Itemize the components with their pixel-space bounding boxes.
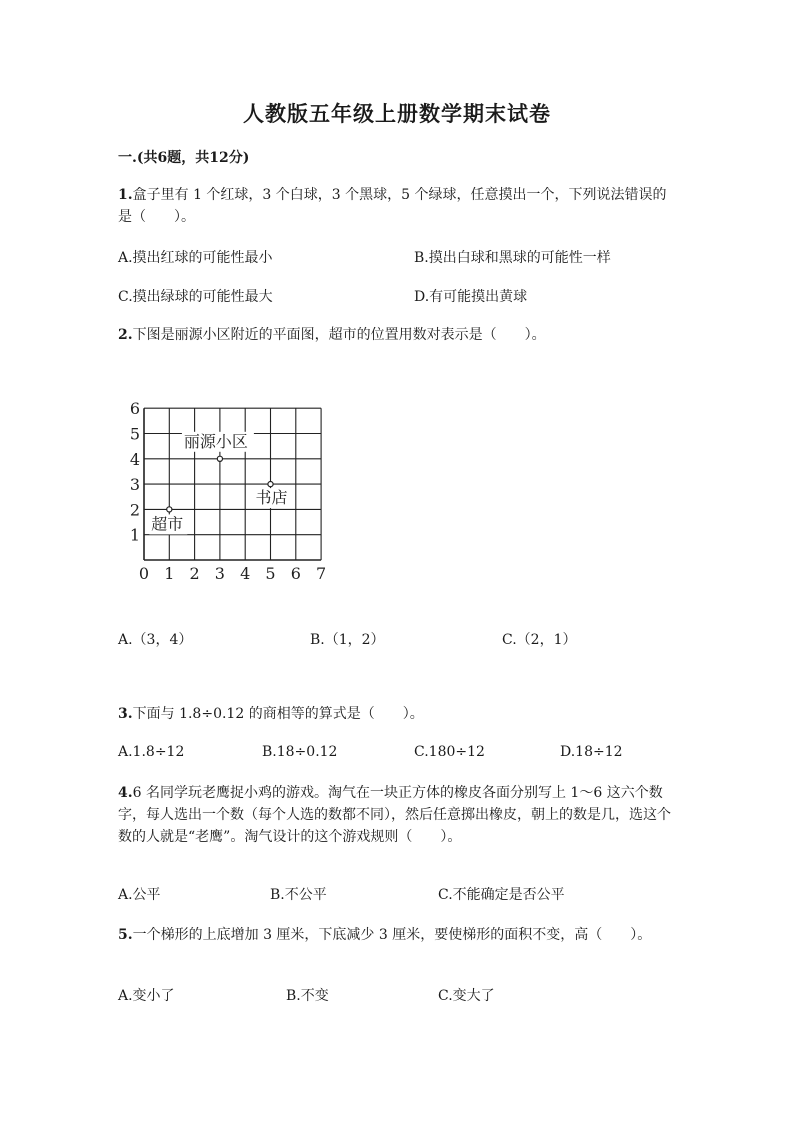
q2-option-c: C.（2，1） <box>502 632 577 648</box>
q1-option-a: A.摸出红球的可能性最小 <box>118 250 273 266</box>
question-3 <box>118 703 678 725</box>
question-number: 3. <box>118 706 133 722</box>
y-tick-label: 2 <box>129 500 141 520</box>
x-tick-label: 6 <box>290 564 301 583</box>
question-text: 盒子里有 1 个红球，3 个白球，3 个黑球，5 个绿球，任意摸出一个，下列说法错误的是（ ）。 <box>118 187 667 225</box>
question-4 <box>118 782 678 848</box>
q4-option-a: A.公平 <box>118 887 161 903</box>
question-5 <box>118 924 678 946</box>
x-tick-label: 4 <box>240 564 251 583</box>
x-tick-label: 3 <box>214 564 225 583</box>
question-text: 一个梯形的上底增加 3 厘米，下底减少 3 厘米，要使梯形的面积不变，高（ ）。 <box>132 927 652 943</box>
question-number: 2. <box>118 327 133 343</box>
y-tick-label: 1 <box>129 525 141 545</box>
place-label: 超市 <box>151 514 184 534</box>
y-tick-label: 3 <box>129 475 141 495</box>
place-point <box>167 507 172 512</box>
place-point <box>217 456 222 461</box>
question-number: 5. <box>118 927 133 943</box>
y-tick-label: 6 <box>129 399 141 419</box>
question-text: 6 名同学玩老鹰捉小鸡的游戏。淘气在一块正方体的橡皮各面分别写上 1～6 这六个数字，每人选出一个数（每个人选的数都不同），然后任意掷出橡皮，朝上的数是几，选这个数的人就是“老鹰”。淘气设计的这个游戏规则（ ）。 <box>118 785 671 845</box>
place-label: 书店 <box>255 488 288 508</box>
question-1 <box>118 184 678 228</box>
place-point <box>268 482 273 487</box>
q2-option-b: B.（1，2） <box>310 632 385 648</box>
q1-option-b: B.摸出白球和黑球的可能性一样 <box>414 250 611 266</box>
q3-option-a: A.1.8÷12 <box>118 744 185 760</box>
q4-option-c: C.不能确定是否公平 <box>438 887 565 903</box>
grid-map-figure <box>118 395 348 590</box>
x-tick-label: 1 <box>164 564 175 583</box>
q5-option-a: A.变小了 <box>118 988 175 1004</box>
q5-option-b: B.不变 <box>286 988 329 1004</box>
y-tick-label: 5 <box>129 424 141 444</box>
question-number: 1. <box>118 187 133 203</box>
axis-labels <box>130 399 326 583</box>
place-label: 丽源小区 <box>183 431 248 451</box>
x-tick-label: 7 <box>316 564 327 583</box>
q3-option-d: D.18÷12 <box>560 744 623 760</box>
y-tick-label: 4 <box>129 449 141 469</box>
question-text: 下图是丽源小区附近的平面图，超市的位置用数对表示是（ ）。 <box>132 327 546 343</box>
section-heading: 一.(共6题，共12分) <box>118 150 250 166</box>
question-2 <box>118 324 678 346</box>
page-title: 人教版五年级上册数学期末试卷 <box>243 101 551 126</box>
q5-option-c: C.变大了 <box>438 988 495 1004</box>
q1-option-c: C.摸出绿球的可能性最大 <box>118 289 273 305</box>
x-tick-label: 2 <box>189 564 200 583</box>
q1-option-d: D.有可能摸出黄球 <box>414 289 528 305</box>
x-tick-label: 0 <box>138 564 150 583</box>
q3-option-c: C.180÷12 <box>414 744 485 760</box>
question-number: 4. <box>118 785 133 801</box>
question-text: 下面与 1.8÷0.12 的商相等的算式是（ ）。 <box>132 706 424 722</box>
q2-option-a: A.（3，4） <box>118 632 193 648</box>
q4-option-b: B.不公平 <box>270 887 327 903</box>
q3-option-b: B.18÷0.12 <box>262 744 338 760</box>
x-tick-label: 5 <box>265 564 276 583</box>
